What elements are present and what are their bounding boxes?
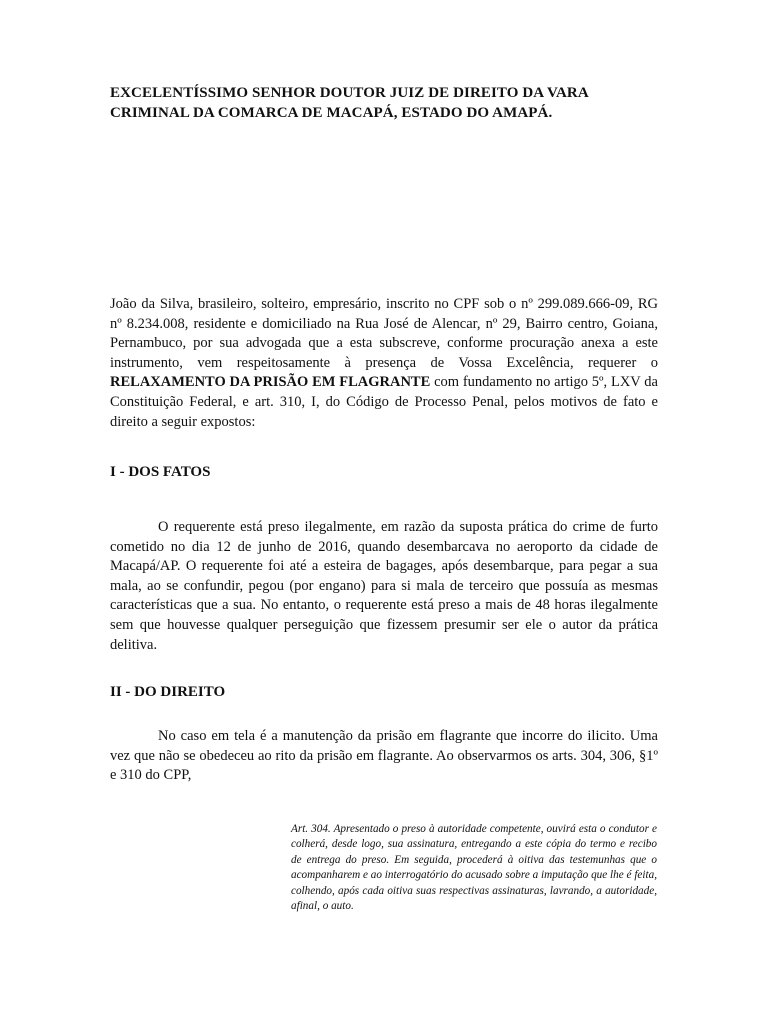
section-title-law: II - DO DIREITO [110,684,226,700]
request-emphasis: RELAXAMENTO DA PRISÃO EM FLAGRANTE [110,374,431,391]
section-title-facts: I - DOS FATOS [110,464,211,480]
facts-paragraph: O requerente está preso ilegalmente, em razão da suposta prática do crime de furto cometido no dia 12 de junho de 2016, quando desembarcava no aeroporto da cidade de Macapá/AP. O requerente foi até a esteira de bagages, após desembarque, para pegar a sua mala, ao se confundir, pegou (por engano) para si mala de terceiro que possuía as mesmas características que a sua. No entanto, o requerente está preso a mais de 48 horas ilegalmente sem que houvesse qualquer perseguição que fizessem presumir ser ele o autor da prática delitiva. [110,519,658,653]
petition-heading: EXCELENTÍSSIMO SENHOR DOUTOR JUIZ DE DIREITO DA VARA CRIMINAL DA COMARCA DE MACAPÁ, ESTADO DO AMAPÁ. [110,85,588,121]
law-paragraph: No caso em tela é a manutenção da prisão em flagrante que incorre do ilicito. Uma vez que não se obedeceu ao rito da prisão em flagrante. Ao observarmos os arts. 304, 306, §1º e 310 do CPP, [110,728,658,784]
intro-paragraph [110,295,658,432]
legal-quote: Art. 304. Apresentado o preso à autoridade competente, ouvirá esta o condutor e colherá, desde logo, sua assinatura, entregando a este cópia do termo e recibo de entrega do preso. Em seguida, procederá à oitiva das testemunhas que o acompanharem e ao interrogatório do acusado sobre a imputação que lhe é feita, colhendo, após cada oitiva suas respectivas assinaturas, lavrando, a autoridade, afinal, o auto. [291,823,657,913]
intro-text-end: com fundamento no artigo 5º, LXV da Constituição Federal, e art. 310, I, do Código de Processo Penal, pelos motivos de fato e direito a seguir expostos: [110,374,658,430]
intro-text: João da Silva, brasileiro, solteiro, empresário, inscrito no CPF sob o nº 299.089.666-09, RG nº 8.234.008, residente e domiciliado na Rua José de Alencar, nº 29, Bairro centro, Goiana, Pernambuco, por sua advogada que a esta subscreve, conforme procuração anexa a este instrumento, vem respeitosamente à presença de Vossa Excelência, requerer o [110,296,658,371]
